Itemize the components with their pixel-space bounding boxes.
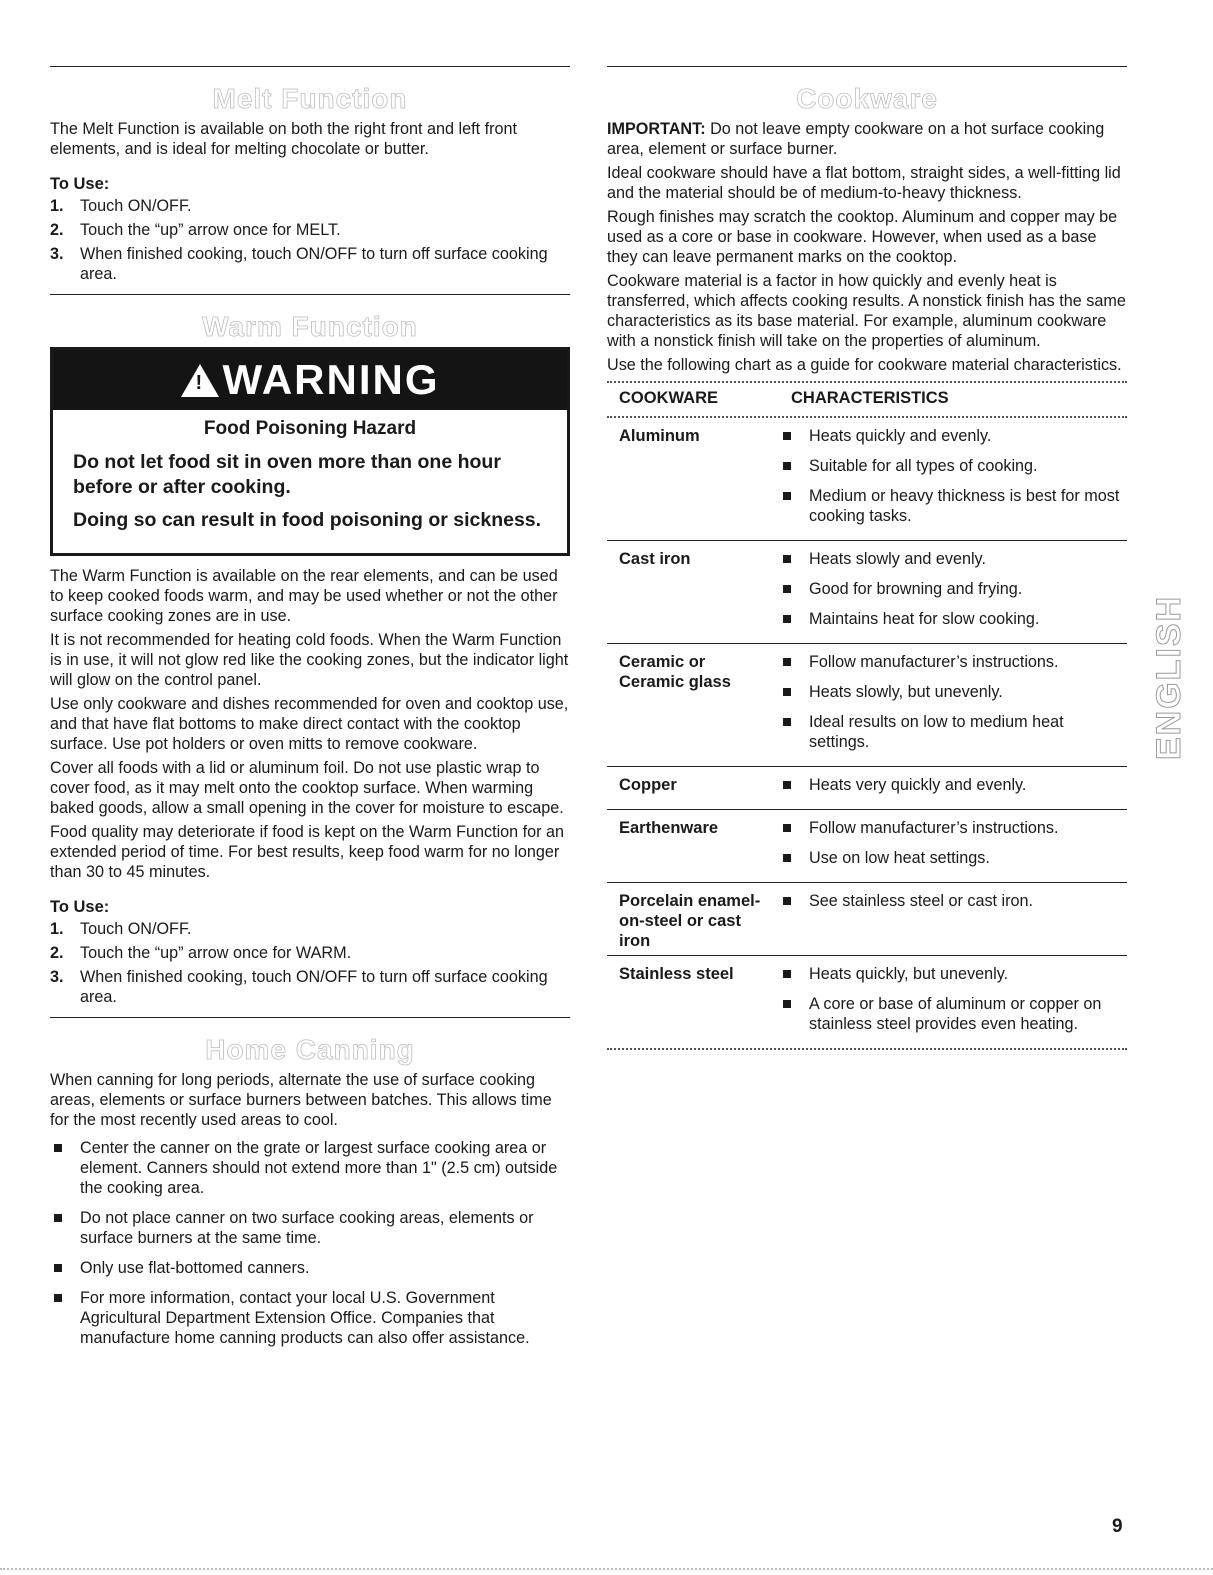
list-item (50, 1208, 570, 1248)
cookware-characteristics (781, 775, 1127, 805)
step-number: 3. (50, 968, 64, 986)
characteristic-item (781, 964, 1127, 984)
step-number: 2. (50, 221, 64, 239)
characteristic-item (781, 456, 1127, 476)
table-body (607, 418, 1127, 1048)
characteristic-item (781, 994, 1127, 1034)
warm-paragraph: The Warm Function is available on the rear elements, and can be used to keep cooked foods warm, and may be used whether or not the other surface cooking zones are in use. (50, 567, 558, 625)
warm-paragraph: Cover all foods with a lid or aluminum foil. Do not use plastic wrap to cover food, as it may melt onto the cooktop surface. When warming baked goods, allow a small opening in the cover for moisture to escape. (50, 759, 564, 817)
cookware-title: Cookware (796, 83, 938, 114)
characteristic-text: Follow manufacturer’s instructions. (809, 819, 1059, 837)
characteristic-text: Heats quickly and evenly. (809, 427, 992, 445)
home-canning-title: Home Canning (205, 1034, 415, 1065)
page-bottom-border (0, 1568, 1213, 1570)
list-item (50, 1288, 570, 1348)
characteristic-item (781, 848, 1127, 868)
cookware-characteristics (781, 549, 1127, 639)
cookware-name: Copper (619, 776, 677, 794)
characteristic-item (781, 818, 1127, 838)
characteristic-item (781, 609, 1127, 629)
step-item (50, 244, 570, 284)
square-bullet-icon (54, 1144, 62, 1152)
square-bullet-icon (54, 1294, 62, 1302)
square-bullet-icon (783, 492, 791, 500)
step-number: 1. (50, 197, 64, 215)
square-bullet-icon (783, 432, 791, 440)
characteristic-item (781, 712, 1127, 752)
step-item (50, 967, 570, 1007)
section-divider (607, 66, 1127, 67)
cookware-characteristics (781, 652, 1127, 762)
warning-label: WARNING (222, 356, 440, 403)
square-bullet-icon (783, 585, 791, 593)
step-number: 3. (50, 245, 64, 263)
important-label: IMPORTANT: (607, 120, 706, 138)
table-row (607, 883, 1127, 956)
characteristic-item (781, 682, 1127, 702)
important-text: Do not leave empty cookware on a hot surface cooking area, element or surface burner. (607, 120, 1105, 158)
column-header-characteristics: CHARACTERISTICS (791, 389, 949, 407)
list-item-text: Center the canner on the grate or largest surface cooking area or element. Canners should not extend more than 1" (2.5 cm) outside the cooking area. (80, 1139, 558, 1197)
cookware-name: Aluminum (619, 427, 700, 445)
warm-paragraph: Use only cookware and dishes recommended for oven and cooktop use, and that have flat bottoms to make direct contact with the cooktop surface. Use pot holders or oven mitts to remove cookware. (50, 695, 569, 753)
list-item-text: For more information, contact your local U.S. Government Agricultural Department Extension Office. Companies that manufacture home canning products can also offer assistance. (80, 1289, 530, 1347)
characteristic-text: Heats very quickly and evenly. (809, 776, 1027, 794)
warm-to-use-heading: To Use: (50, 898, 110, 916)
section-divider (50, 294, 570, 295)
canning-intro: When canning for long periods, alternate the use of surface cooking areas, elements or surface burners between batches. This allows time for the most recently used areas to cool. (50, 1071, 552, 1129)
table-row (607, 418, 1127, 541)
warning-body (53, 410, 567, 553)
characteristic-item (781, 549, 1127, 569)
warning-triangle-icon: ! (181, 364, 219, 397)
melt-to-use-heading: To Use: (50, 175, 110, 193)
cookware-name: Earthenware (619, 819, 719, 837)
melt-function-title: Melt Function (212, 83, 408, 114)
table-header (607, 383, 1127, 416)
table-bottom-rule (607, 1048, 1127, 1050)
square-bullet-icon (783, 1000, 791, 1008)
cookware-characteristics (781, 426, 1127, 536)
list-item (50, 1138, 570, 1198)
step-item (50, 220, 570, 240)
characteristic-item (781, 426, 1127, 446)
melt-intro: The Melt Function is available on both the right front and left front elements, and is ideal for melting chocolate or butter. (50, 120, 518, 158)
right-column (607, 66, 1127, 1050)
warning-line: Doing so can result in food poisoning or sickness. (73, 509, 542, 531)
step-item (50, 919, 570, 939)
step-text: Touch the “up” arrow once for MELT. (80, 221, 341, 239)
characteristic-text: Heats slowly and evenly. (809, 550, 986, 568)
step-text: When finished cooking, touch ON/OFF to turn off surface cooking area. (80, 245, 548, 283)
square-bullet-icon (54, 1214, 62, 1222)
warning-hazard: Food Poisoning Hazard (203, 418, 417, 439)
step-item (50, 196, 570, 216)
square-bullet-icon (783, 615, 791, 623)
page-number: 9 (1112, 1516, 1123, 1537)
cookware-name: Stainless steel (619, 965, 734, 983)
list-item-text: Only use flat-bottomed canners. (80, 1259, 310, 1277)
characteristic-item (781, 579, 1127, 599)
characteristic-item (781, 775, 1127, 795)
square-bullet-icon (783, 854, 791, 862)
characteristic-text: Ideal results on low to medium heat settings. (809, 713, 1064, 751)
warning-line: Do not let food sit in oven more than one hour before or after cooking. (73, 451, 501, 498)
characteristic-text: Follow manufacturer’s instructions. (809, 653, 1059, 671)
square-bullet-icon (54, 1264, 62, 1272)
step-text: Touch ON/OFF. (80, 920, 192, 938)
cookware-paragraph: Use the following chart as a guide for cookware material characteristics. (607, 356, 1122, 374)
square-bullet-icon (783, 718, 791, 726)
list-item-text: Do not place canner on two surface cooking areas, elements or surface burners at the same time. (80, 1209, 534, 1247)
cookware-paragraph: Rough finishes may scratch the cooktop. Aluminum and copper may be used as a core or base in cookware. However, when used as a base they can leave permanent marks on the cooktop. (607, 208, 1118, 266)
cookware-characteristics (781, 891, 1127, 951)
warm-paragraph: Food quality may deteriorate if food is kept on the Warm Function for an extended period of time. For best results, keep food warm for no longer than 30 to 45 minutes. (50, 823, 565, 881)
left-column (50, 66, 570, 1358)
characteristic-item (781, 486, 1127, 526)
characteristic-text: Medium or heavy thickness is best for most cooking tasks. (809, 487, 1120, 525)
characteristic-text: See stainless steel or cast iron. (809, 892, 1034, 910)
square-bullet-icon (783, 970, 791, 978)
cookware-paragraph: Cookware material is a factor in how quickly and evenly heat is transferred, which affects cooking results. A nonstick finish has the same characteristics as its base material. For example, aluminum cookware with a nonstick finish will take on the properties of aluminum. (607, 272, 1126, 350)
step-text: Touch ON/OFF. (80, 197, 192, 215)
characteristic-text: Maintains heat for slow cooking. (809, 610, 1040, 628)
step-text: When finished cooking, touch ON/OFF to turn off surface cooking area. (80, 968, 548, 1006)
characteristic-text: A core or base of aluminum or copper on stainless steel provides even heating. (809, 995, 1102, 1033)
table-row (607, 541, 1127, 644)
characteristic-text: Good for browning and frying. (809, 580, 1023, 598)
square-bullet-icon (783, 462, 791, 470)
table-row (607, 644, 1127, 767)
language-side-tab: ENGLISH (1150, 594, 1188, 761)
step-number: 2. (50, 944, 64, 962)
warning-box (50, 347, 570, 556)
column-header-cookware: COOKWARE (619, 389, 718, 407)
cookware-name: Porcelain enamel-on-steel or cast iron (619, 892, 761, 950)
cookware-paragraph: Ideal cookware should have a flat bottom, straight sides, a well-fitting lid and the material should be of medium-to-heavy thickness. (607, 164, 1121, 202)
characteristic-text: Use on low heat settings. (809, 849, 990, 867)
table-row (607, 810, 1127, 883)
characteristic-text: Heats slowly, but unevenly. (809, 683, 1003, 701)
characteristic-item (781, 891, 1127, 911)
square-bullet-icon (783, 688, 791, 696)
cookware-name: Ceramic or Ceramic glass (619, 653, 731, 691)
table-row (607, 767, 1127, 810)
characteristic-text: Heats quickly, but unevenly. (809, 965, 1009, 983)
square-bullet-icon (783, 897, 791, 905)
warm-steps (50, 919, 570, 1007)
cookware-name: Cast iron (619, 550, 691, 568)
table-row (607, 956, 1127, 1048)
cookware-characteristics (781, 964, 1127, 1044)
square-bullet-icon (783, 555, 791, 563)
important-note (607, 119, 1127, 159)
section-divider (50, 1017, 570, 1018)
section-divider (50, 66, 570, 67)
characteristic-item (781, 652, 1127, 672)
step-item (50, 943, 570, 963)
cookware-table (607, 381, 1127, 1050)
square-bullet-icon (783, 781, 791, 789)
warning-header (53, 350, 567, 410)
warm-paragraph: It is not recommended for heating cold foods. When the Warm Function is in use, it will not glow red like the cooking zones, but the indicator light will glow on the control panel. (50, 631, 569, 689)
list-item (50, 1258, 570, 1278)
step-number: 1. (50, 920, 64, 938)
square-bullet-icon (783, 824, 791, 832)
square-bullet-icon (783, 658, 791, 666)
warm-function-title: Warm Function (202, 311, 418, 342)
step-text: Touch the “up” arrow once for WARM. (80, 944, 352, 962)
canning-bullets (50, 1138, 570, 1348)
melt-steps (50, 196, 570, 284)
cookware-characteristics (781, 818, 1127, 878)
characteristic-text: Suitable for all types of cooking. (809, 457, 1038, 475)
